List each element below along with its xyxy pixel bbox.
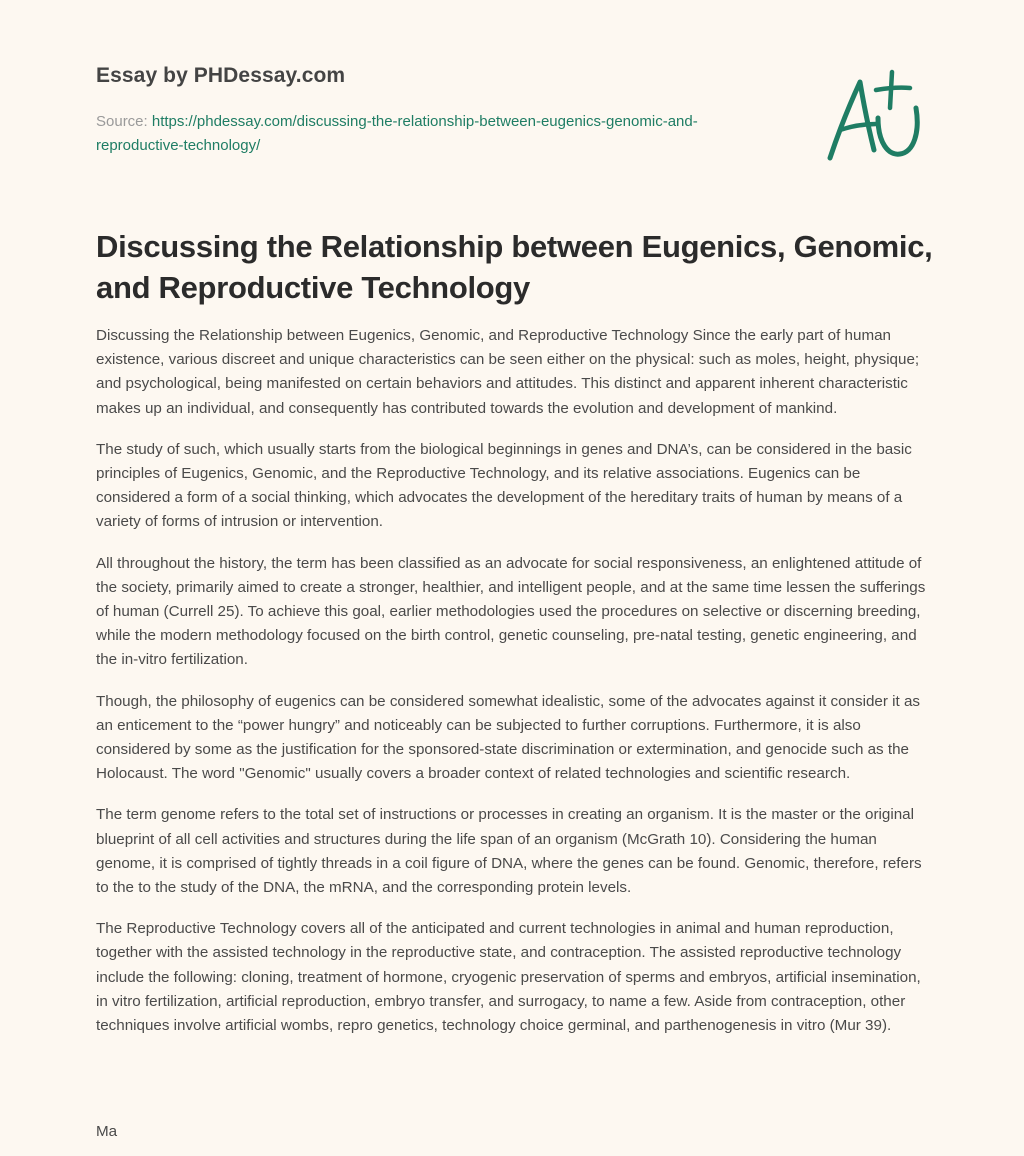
a-plus-logo-icon xyxy=(820,68,932,168)
source-line xyxy=(96,110,776,158)
source-label: Source: xyxy=(96,113,152,130)
site-title: Essay by PHDessay.com xyxy=(96,64,346,87)
paragraph-1: Discussing the Relationship between Eugenics, Genomic, and Reproductive Technology Since the early part of human existence, various discreet and unique characteristics can be seen either on the physical: such as moles, height, physique; and psychological, being manifested on certain behaviors and attitudes. This distinct and apparent inherent characteristic makes up an individual, and consequently has contributed towards the evolution and development of mankind. xyxy=(96,327,920,417)
paragraph-5: The term genome refers to the total set of instructions or processes in creating an organism. It is the master or the original blueprint of all cell activities and structures during the life span of an organism (McGrath 10). Considering the human genome, it is comprised of tightly threads in a coil figure of DNA, where the genes can be found. Genomic, therefore, refers to the to the study of the DNA, the mRNA, and the corresponding protein levels. xyxy=(96,806,922,897)
document-title: Discussing the Relationship between Eugenics, Genomic, and Reproductive Technology xyxy=(96,229,933,305)
paragraph-2: The study of such, which usually starts from the biological beginnings in genes and DNA’s, can be considered in the basic principles of Eugenics, Genomic, and the Reproductive Technology, and its relative associations. Eugenics can be considered a form of a social thinking, which advocates the development of the hereditary traits of human by means of a variety of forms of intrusion or intervention. xyxy=(96,440,912,531)
source-link[interactable]: https://phdessay.com/discussing-the-relationship-between-eugenics-genomic-and-reproductive-technology/ xyxy=(96,113,698,154)
truncated-paragraph: Ma xyxy=(96,1123,118,1140)
paragraph-4: Though, the philosophy of eugenics can be considered somewhat idealistic, some of the advocates against it consider it as an enticement to the “power hungry” and noticeably can be subjected to further corruptions. Furthermore, it is also considered by some as the justification for the sponsored-state discrimination or extermination, and genocide such as the Holocaust. The word "Genomic" usually covers a broader context of related technologies and scientific research. xyxy=(96,692,920,783)
paragraph-3: All throughout the history, the term has been classified as an advocate for social responsiveness, an enlightened attitude of the society, primarily aimed to create a stronger, healthier, and intelligent people, and at the same time lessen the sufferings of human (Currell 25). To achieve this goal, earlier methodologies used the procedures on selective or discerning breeding, while the modern methodology focused on the birth control, genetic counseling, pre-natal testing, genetic engineering, and the in-vitro fertilization. xyxy=(96,554,926,669)
essay-body xyxy=(96,324,936,1055)
paragraph-6: The Reproductive Technology covers all of the anticipated and current technologies in animal and human reproduction, together with the assisted technology in the reproductive state, and contraception. The assisted reproductive technology include the following: cloning, treatment of hormone, cryogenic preservation of sperms and embryos, artificial insemination, in vitro fertilization, artificial reproduction, embryo transfer, and surrogacy, to name a few. Aside from contraception, other techniques involve artificial wombs, repro genetics, technology choice germinal, and parthenogenesis in vitro (Mur 39). xyxy=(96,920,921,1035)
